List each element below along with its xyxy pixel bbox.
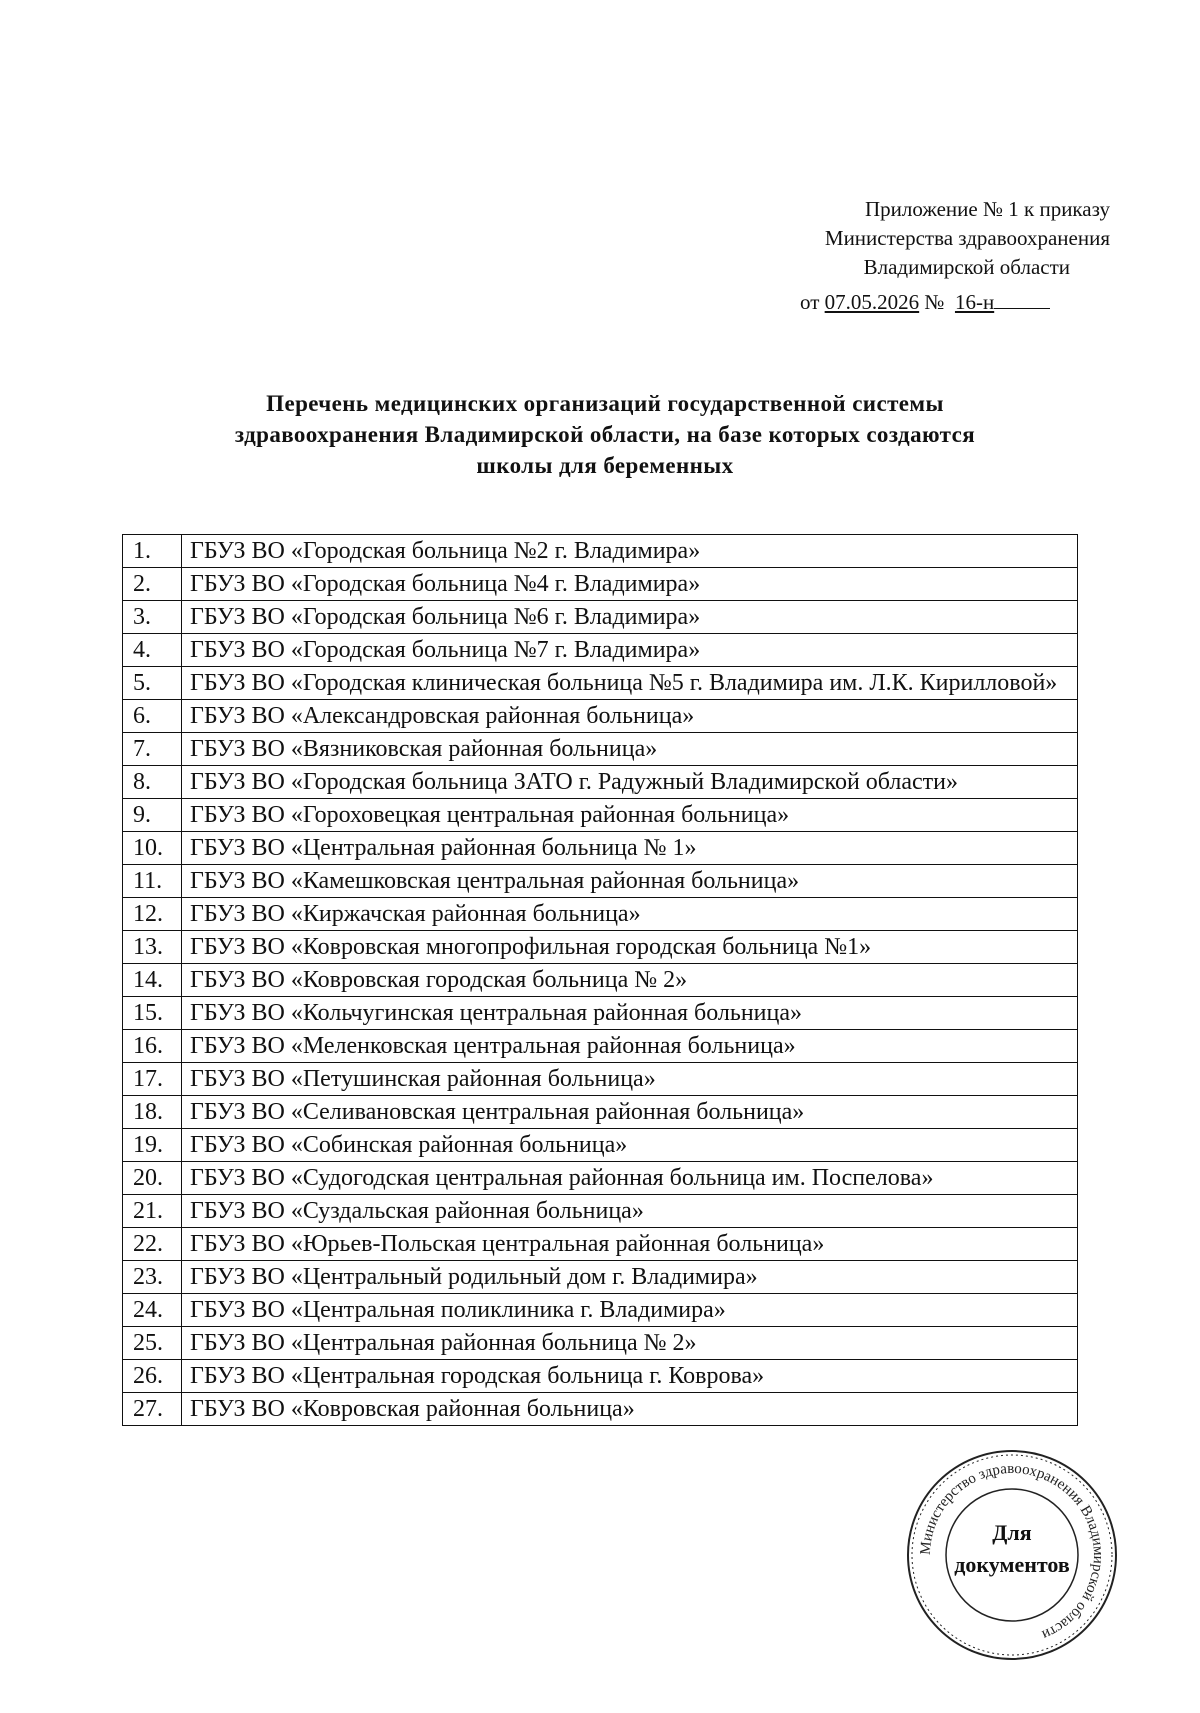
row-number: 2. (123, 568, 182, 601)
row-number: 1. (123, 535, 182, 568)
table-row (123, 1393, 1078, 1426)
title-line-2: здравоохранения Владимирской области, на базе которых создаются (234, 422, 976, 447)
organization-name: ГБУЗ ВО «Ковровская многопрофильная городская больница №1» (182, 931, 1078, 964)
row-number: 15. (123, 997, 182, 1030)
organization-name: ГБУЗ ВО «Ковровская районная больница» (182, 1393, 1078, 1426)
organization-name: ГБУЗ ВО «Судогодская центральная районная больница им. Поспелова» (182, 1162, 1078, 1195)
table-row (123, 535, 1078, 568)
table-row (123, 1063, 1078, 1096)
table-row (123, 832, 1078, 865)
row-number: 27. (123, 1393, 182, 1426)
row-number: 21. (123, 1195, 182, 1228)
organization-name: ГБУЗ ВО «Юрьев-Польская центральная районная больница» (182, 1228, 1078, 1261)
row-number: 5. (123, 667, 182, 700)
organization-name: ГБУЗ ВО «Собинская районная больница» (182, 1129, 1078, 1162)
row-number: 10. (123, 832, 182, 865)
organization-name: ГБУЗ ВО «Петушинская районная больница» (182, 1063, 1078, 1096)
table-row (123, 799, 1078, 832)
row-number: 6. (123, 700, 182, 733)
order-date-number-line (740, 288, 1120, 317)
organization-name: ГБУЗ ВО «Городская больница №6 г. Владимира» (182, 601, 1078, 634)
row-number: 3. (123, 601, 182, 634)
organization-name: ГБУЗ ВО «Городская больница ЗАТО г. Радужный Владимирской области» (182, 766, 1078, 799)
title-line-3: школы для беременных (476, 453, 734, 478)
organization-name: ГБУЗ ВО «Городская больница №7 г. Владимира» (182, 634, 1078, 667)
organization-name: ГБУЗ ВО «Гороховецкая центральная районная больница» (182, 799, 1078, 832)
row-number: 16. (123, 1030, 182, 1063)
organization-name: ГБУЗ ВО «Городская больница №2 г. Владимира» (182, 535, 1078, 568)
organization-name: ГБУЗ ВО «Александровская районная больница» (182, 700, 1078, 733)
table-row (123, 898, 1078, 931)
row-number: 24. (123, 1294, 182, 1327)
row-number: 25. (123, 1327, 182, 1360)
order-header (740, 195, 1120, 317)
table-row (123, 997, 1078, 1030)
table-row (123, 931, 1078, 964)
table-row (123, 1162, 1078, 1195)
document-title (110, 388, 1100, 481)
organization-name: ГБУЗ ВО «Центральная городская больница г. Коврова» (182, 1360, 1078, 1393)
organization-name: ГБУЗ ВО «Ковровская городская больница № 2» (182, 964, 1078, 997)
ministry-line: Министерства здравоохранения (824, 226, 1110, 250)
order-date: 07.05.2026 (824, 290, 920, 314)
organization-name: ГБУЗ ВО «Центральная районная больница № 1» (182, 832, 1078, 865)
row-number: 26. (123, 1360, 182, 1393)
organization-name: ГБУЗ ВО «Вязниковская районная больница» (182, 733, 1078, 766)
order-number: 16-н (954, 290, 995, 314)
date-prefix: от (800, 290, 820, 314)
row-number: 23. (123, 1261, 182, 1294)
row-number: 11. (123, 865, 182, 898)
organization-name: ГБУЗ ВО «Центральная районная больница № 2» (182, 1327, 1078, 1360)
row-number: 17. (123, 1063, 182, 1096)
table-row (123, 667, 1078, 700)
number-prefix: № (924, 290, 945, 314)
table-row (123, 634, 1078, 667)
region-line: Владимирской области (863, 255, 1070, 279)
table-row (123, 1030, 1078, 1063)
organization-name: ГБУЗ ВО «Центральная поликлиника г. Владимира» (182, 1294, 1078, 1327)
row-number: 4. (123, 634, 182, 667)
organizations-table (122, 534, 1078, 1426)
table-row (123, 1327, 1078, 1360)
organization-name: ГБУЗ ВО «Камешковская центральная районная больница» (182, 865, 1078, 898)
row-number: 12. (123, 898, 182, 931)
row-number: 13. (123, 931, 182, 964)
table-row (123, 865, 1078, 898)
row-number: 18. (123, 1096, 182, 1129)
row-number: 19. (123, 1129, 182, 1162)
row-number: 14. (123, 964, 182, 997)
row-number: 20. (123, 1162, 182, 1195)
table-row (123, 964, 1078, 997)
table-row (123, 601, 1078, 634)
table-row (123, 568, 1078, 601)
number-underline (994, 290, 1050, 309)
stamp-center-text (942, 1517, 1082, 1581)
table-row (123, 1096, 1078, 1129)
row-number: 22. (123, 1228, 182, 1261)
organization-name: ГБУЗ ВО «Городская клиническая больница №5 г. Владимира им. Л.К. Кирилловой» (182, 667, 1078, 700)
stamp-center-line-1: Для (992, 1520, 1032, 1545)
stamp-ring-label: Министерство здравоохранения Владимирской области (917, 1460, 1107, 1643)
row-number: 7. (123, 733, 182, 766)
organization-name: ГБУЗ ВО «Меленковская центральная районная больница» (182, 1030, 1078, 1063)
organization-name: ГБУЗ ВО «Киржачская районная больница» (182, 898, 1078, 931)
table-row (123, 733, 1078, 766)
title-line-1: Перечень медицинских организаций государственной системы (266, 391, 944, 416)
organization-name: ГБУЗ ВО «Селивановская центральная районная больница» (182, 1096, 1078, 1129)
organizations-table-body (123, 535, 1078, 1426)
table-row (123, 1360, 1078, 1393)
table-row (123, 1261, 1078, 1294)
official-stamp (902, 1445, 1122, 1665)
table-row (123, 766, 1078, 799)
row-number: 9. (123, 799, 182, 832)
table-row (123, 1195, 1078, 1228)
row-number: 8. (123, 766, 182, 799)
organization-name: ГБУЗ ВО «Городская больница №4 г. Владимира» (182, 568, 1078, 601)
stamp-center-line-2: документов (954, 1552, 1070, 1577)
organization-name: ГБУЗ ВО «Суздальская районная больница» (182, 1195, 1078, 1228)
table-row (123, 1294, 1078, 1327)
table-row (123, 700, 1078, 733)
table-row (123, 1228, 1078, 1261)
organization-name: ГБУЗ ВО «Кольчугинская центральная районная больница» (182, 997, 1078, 1030)
appendix-line: Приложение № 1 к приказу (865, 197, 1110, 221)
organization-name: ГБУЗ ВО «Центральный родильный дом г. Владимира» (182, 1261, 1078, 1294)
table-row (123, 1129, 1078, 1162)
